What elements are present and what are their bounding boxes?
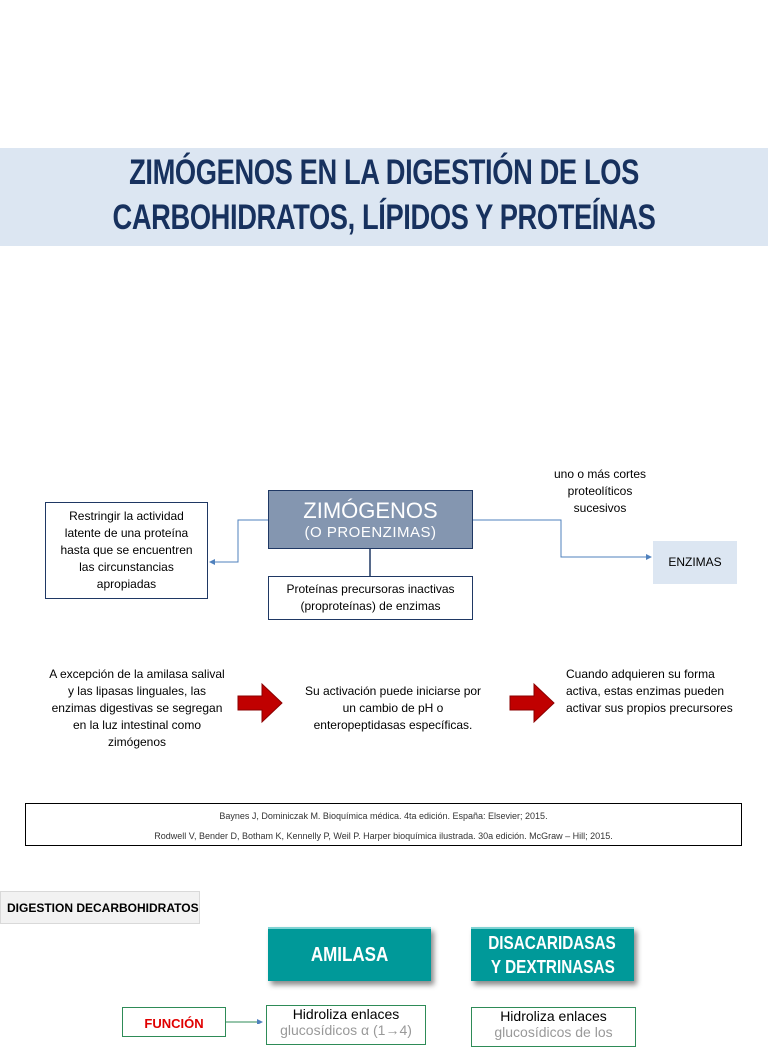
reference-2: Rodwell V, Bender D, Botham K, Kennelly P, Weil P. Harper bioquímica ilustrada. 30a edición. McGraw – Hill; 2015. [154, 831, 613, 841]
step-3-text: Cuando adquieren su forma activa, estas enzimas pueden activar sus propios precursores [566, 667, 733, 715]
amilasa-function-line-1: Hidroliza enlaces [292, 1006, 400, 1022]
amilasa-label: AMILASA [310, 943, 389, 966]
disacaridasas-function-line-2: glucosídicos de los [494, 1024, 613, 1040]
enzimas-box: ENZIMAS [653, 541, 737, 584]
amilasa-function-box [266, 1005, 426, 1045]
connector-to-left-box [210, 520, 268, 562]
cortes-label: uno o más cortes proteolíticos sucesivos [553, 467, 647, 515]
zimogenos-title: ZIMÓGENOS [303, 497, 438, 523]
step-1-text: A excepción de la amilasa salival y las lipasas linguales, las enzimas digestivas se segregan en la luz intestinal como zimógenos [49, 667, 225, 749]
disacaridasas-line-2: Y DEXTRINASAS [490, 957, 615, 977]
references-box [25, 803, 742, 846]
disacaridasas-function-box [471, 1007, 636, 1047]
disacaridasas-function-line-1: Hidroliza enlaces [500, 1008, 607, 1024]
zimogenos-subtitle: (O PROENZIMAS) [304, 523, 437, 541]
page-title-line-1: ZIMÓGENOS EN LA DIGESTIÓN DE LOS [129, 153, 639, 192]
amilasa-box [268, 927, 431, 981]
amilasa-function-line-2: glucosídicos α (1→4) [280, 1022, 412, 1038]
section-label: DIGESTION DECARBOHIDRATOS [0, 891, 200, 924]
step-2-text: Su activación puede iniciarse por un cambio de pH o enteropeptidasas específicas. [304, 684, 482, 732]
precursor-box: Proteínas precursoras inactivas (proproteínas) de enzimas [268, 576, 473, 620]
red-arrow-1 [238, 684, 282, 722]
connector-to-enzimas [473, 520, 651, 557]
page-title-line-2: CARBOHIDRATOS, LÍPIDOS Y PROTEÍNAS [112, 198, 656, 237]
disacaridasas-box [471, 927, 634, 981]
reference-1: Baynes J, Dominiczak M. Bioquímica médica. 4ta edición. España: Elsevier; 2015. [219, 811, 548, 821]
restringir-box: Restringir la actividad latente de una proteína hasta que se encuentren las circunstancias apropiadas [45, 502, 208, 599]
funcion-box: FUNCIÓN [122, 1007, 226, 1037]
disacaridasas-line-1: DISACARIDASAS [488, 933, 617, 953]
zimogenos-box [268, 490, 473, 549]
red-arrow-2 [510, 684, 554, 722]
